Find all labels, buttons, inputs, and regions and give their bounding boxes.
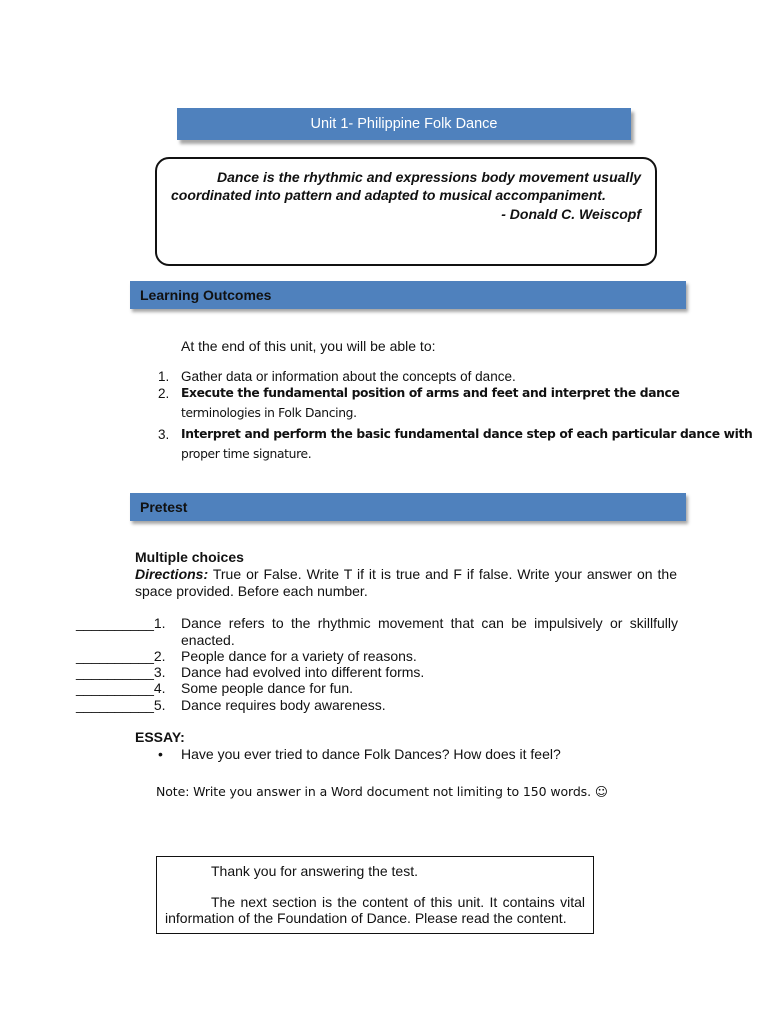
directions-text: True or False. Write T if it is true and F if false. Write your answer on the space provided. Before each number. [135, 566, 677, 599]
next-section-info: The next section is the content of this unit. It contains vital information of the Foundation of Dance. Please read the content. [165, 894, 585, 926]
learning-outcomes-label: Learning Outcomes [140, 287, 272, 303]
answer-blank-4[interactable]: __________4. [76, 680, 166, 696]
question-1 [76, 615, 678, 648]
thank-you-box [156, 856, 594, 934]
outcome-2-text-line2: terminologies in Folk Dancing. [181, 406, 357, 420]
outcome-1-number: 1. [158, 369, 170, 384]
outcome-2-number: 2. [158, 386, 170, 401]
outcome-3-number: 3. [158, 427, 170, 442]
question-2 [76, 648, 678, 665]
thank-you-line: Thank you for answering the test. [211, 863, 418, 879]
question-4-text: Some people dance for fun. [181, 680, 354, 696]
quote-author: - Donald C. Weiscopf [501, 206, 641, 222]
outcome-1-text: Gather data or information about the concepts of dance. [181, 369, 516, 384]
essay-bullet: • [158, 746, 163, 762]
answer-blank-5[interactable]: __________5. [76, 697, 166, 713]
unit-title: Unit 1- Philippine Folk Dance [310, 116, 498, 132]
essay-question: Have you ever tried to dance Folk Dances? How does it feel? [181, 746, 561, 762]
answer-blank-3[interactable]: __________3. [76, 664, 166, 680]
question-1-text: Dance refers to the rhythmic movement that can be impulsively or skillfully enacted. [181, 615, 678, 648]
quote-text: Dance is the rhythmic and expressions body movement usually coordinated into pattern and adapted to musical accompaniment. [171, 169, 641, 203]
directions-label: Directions: [135, 566, 209, 582]
outcome-3-text-line2: proper time signature. [181, 447, 312, 461]
question-5 [76, 697, 678, 714]
question-4 [76, 680, 678, 697]
question-5-text: Dance requires body awareness. [181, 697, 386, 713]
multiple-choices-title: Multiple choices [135, 549, 244, 565]
quote-box [155, 157, 657, 266]
unit-title-banner [177, 108, 631, 140]
directions [135, 566, 677, 599]
learning-outcomes-heading [130, 281, 686, 309]
outcome-2-text-line1: Execute the fundamental position of arms and feet and interpret the dance [181, 386, 680, 400]
answer-blank-1[interactable]: __________1. [76, 615, 166, 631]
question-2-text: People dance for a variety of reasons. [181, 648, 417, 664]
pretest-heading [130, 493, 686, 521]
pretest-label: Pretest [140, 499, 188, 515]
question-3 [76, 664, 678, 681]
essay-note: Note: Write you answer in a Word document not limiting to 150 words. ☺ [156, 784, 608, 799]
outcome-3-text-line1: Interpret and perform the basic fundamental dance step of each particular dance with [181, 427, 753, 441]
outcomes-intro: At the end of this unit, you will be able to: [181, 338, 436, 354]
question-3-text: Dance had evolved into different forms. [181, 664, 425, 680]
answer-blank-2[interactable]: __________2. [76, 648, 166, 664]
essay-title: ESSAY: [135, 729, 185, 745]
